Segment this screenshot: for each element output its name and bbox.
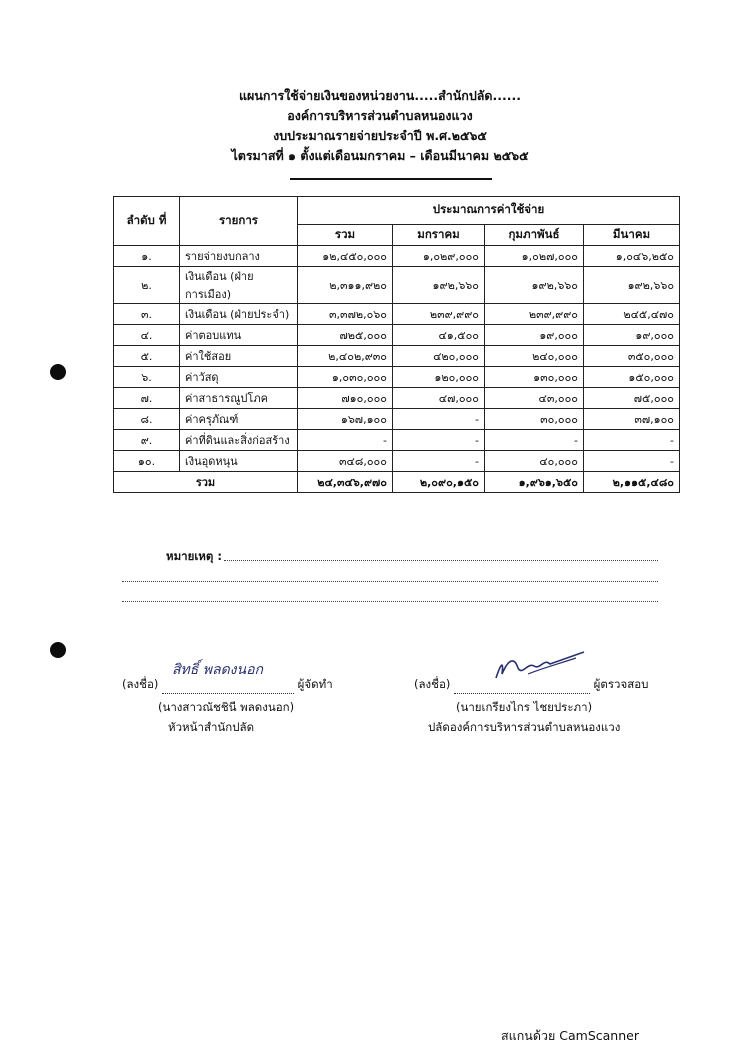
punch-hole	[50, 642, 66, 658]
row-january: -	[393, 451, 485, 472]
budget-table	[113, 196, 680, 493]
table-row	[114, 267, 680, 304]
sign-prefix: (ลงชื่อ)	[122, 677, 159, 691]
sign-prefix: (ลงชื่อ)	[414, 677, 451, 691]
table-row	[114, 325, 680, 346]
remarks-line	[224, 560, 658, 561]
row-total: ๓๔๘,๐๐๐	[298, 451, 393, 472]
table-row	[114, 409, 680, 430]
row-february: ๑๙๒,๖๖๐	[485, 267, 584, 304]
row-no: ๕.	[114, 346, 180, 367]
row-total: ๑๖๗,๑๐๐	[298, 409, 393, 430]
row-january: ๑๙๒,๖๖๐	[393, 267, 485, 304]
row-march: ๑๕๐,๐๐๐	[584, 367, 680, 388]
total-march: ๒,๑๑๕,๔๘๐	[584, 472, 680, 493]
total-label: รวม	[114, 472, 298, 493]
table-row	[114, 246, 680, 267]
row-january: ๒๓๙,๙๙๐	[393, 304, 485, 325]
row-total: ๗๒๕,๐๐๐	[298, 325, 393, 346]
row-february: ๔๐,๐๐๐	[485, 451, 584, 472]
header-january: มกราคม	[393, 224, 485, 245]
row-item: เงินเดือน (ฝ่ายการเมือง)	[180, 267, 298, 304]
header-line-4: ไตรมาสที่ ๑ ตั้งแต่เดือนมกราคม – เดือนมีนาคม ๒๕๖๕	[231, 148, 529, 163]
row-total: ๒,๓๑๑,๙๒๐	[298, 267, 393, 304]
row-march: ๓๗,๑๐๐	[584, 409, 680, 430]
header-order-no: ลำดับ ที่	[114, 197, 180, 246]
header-line-2: องค์การบริหารส่วนตำบลหนองแวง	[287, 108, 473, 123]
header-february: กุมภาพันธ์	[485, 224, 584, 245]
row-february: -	[485, 430, 584, 451]
table-row	[114, 388, 680, 409]
row-march: -	[584, 451, 680, 472]
row-total: ๑๒,๔๕๐,๐๐๐	[298, 246, 393, 267]
row-february: ๒๔๐,๐๐๐	[485, 346, 584, 367]
row-february: ๒๓๙,๙๙๐	[485, 304, 584, 325]
row-item: ค่าสาธารณูปโภค	[180, 388, 298, 409]
row-no: ๗.	[114, 388, 180, 409]
row-march: ๑,๐๔๖,๒๕๐	[584, 246, 680, 267]
row-total: ๒,๔๐๒,๙๓๐	[298, 346, 393, 367]
remarks-label: หมายเหตุ :	[166, 549, 222, 563]
row-item: ค่าครุภัณฑ์	[180, 409, 298, 430]
row-no: ๙.	[114, 430, 180, 451]
row-total: ๓,๓๗๒,๐๖๐	[298, 304, 393, 325]
row-no: ๑.	[114, 246, 180, 267]
row-item: ค่าใช้สอย	[180, 346, 298, 367]
total-january: ๒,๐๙๐,๑๕๐	[393, 472, 485, 493]
row-march: ๑๙,๐๐๐	[584, 325, 680, 346]
scanner-watermark: สแกนด้วย CamScanner	[501, 1028, 639, 1043]
header-total: รวม	[298, 224, 393, 245]
row-item: รายจ่ายงบกลาง	[180, 246, 298, 267]
row-march: ๒๔๕,๔๗๐	[584, 304, 680, 325]
table-row	[114, 346, 680, 367]
signer-role: ผู้ตรวจสอบ	[593, 677, 649, 691]
document-header	[160, 86, 600, 166]
remarks-line	[122, 581, 658, 582]
table-total-row	[114, 472, 680, 493]
punch-hole	[50, 364, 66, 380]
row-no: ๔.	[114, 325, 180, 346]
row-january: -	[393, 430, 485, 451]
row-march: ๑๙๒,๖๖๐	[584, 267, 680, 304]
row-no: ๓.	[114, 304, 180, 325]
row-no: ๘.	[114, 409, 180, 430]
header-line-3: งบประมาณรายจ่ายประจำปี พ.ศ.๒๕๖๕	[273, 128, 487, 143]
row-february: ๑,๐๒๗,๐๐๐	[485, 246, 584, 267]
row-no: ๒.	[114, 267, 180, 304]
header-march: มีนาคม	[584, 224, 680, 245]
row-march: ๗๕,๐๐๐	[584, 388, 680, 409]
header-line-1: แผนการใช้จ่ายเงินของหน่วยงาน.....สำนักปลัด......	[238, 88, 522, 103]
handwritten-signature: สิทธิ์ พลดงนอก	[172, 662, 263, 678]
signer-name: (นางสาวณัชชินี พลดงนอก)	[158, 700, 295, 714]
row-item: เงินเดือน (ฝ่ายประจำ)	[180, 304, 298, 325]
row-february: ๓๐,๐๐๐	[485, 409, 584, 430]
row-no: ๖.	[114, 367, 180, 388]
row-march: -	[584, 430, 680, 451]
row-january: ๔๒๐,๐๐๐	[393, 346, 485, 367]
row-january: ๑๒๐,๐๐๐	[393, 367, 485, 388]
row-total: ๑,๐๓๐,๐๐๐	[298, 367, 393, 388]
header-estimate-group: ประมาณการค่าใช้จ่าย	[298, 197, 680, 225]
signer-role: ผู้จัดทำ	[297, 677, 333, 691]
row-total: ๗๑๐,๐๐๐	[298, 388, 393, 409]
table-row	[114, 451, 680, 472]
signer-name: (นายเกรียงไกร ไชยประภา)	[456, 700, 593, 714]
table-row	[114, 430, 680, 451]
row-january: ๑,๐๒๙,๐๐๐	[393, 246, 485, 267]
signer-position: ปลัดองค์การบริหารส่วนตำบลหนองแวง	[428, 720, 621, 734]
table-row	[114, 304, 680, 325]
row-february: ๑๙,๐๐๐	[485, 325, 584, 346]
row-item: เงินอุดหนุน	[180, 451, 298, 472]
row-item: ค่าตอบแทน	[180, 325, 298, 346]
row-february: ๑๓๐,๐๐๐	[485, 367, 584, 388]
signer-position: หัวหน้าสำนักปลัด	[168, 720, 255, 734]
header-underline	[290, 178, 492, 180]
row-february: ๔๓,๐๐๐	[485, 388, 584, 409]
handwritten-signature	[488, 648, 588, 684]
row-january: ๔๗,๐๐๐	[393, 388, 485, 409]
table-row	[114, 367, 680, 388]
total-february: ๑,๙๖๑,๖๕๐	[485, 472, 584, 493]
row-january: -	[393, 409, 485, 430]
row-total: -	[298, 430, 393, 451]
row-january: ๔๑,๕๐๐	[393, 325, 485, 346]
row-item: ค่าวัสดุ	[180, 367, 298, 388]
row-march: ๓๕๐,๐๐๐	[584, 346, 680, 367]
row-no: ๑๐.	[114, 451, 180, 472]
remarks-line	[122, 601, 658, 602]
total-sum: ๒๔,๓๔๖,๙๗๐	[298, 472, 393, 493]
row-item: ค่าที่ดินและสิ่งก่อสร้าง	[180, 430, 298, 451]
header-item: รายการ	[180, 197, 298, 246]
signature-line	[162, 681, 294, 694]
